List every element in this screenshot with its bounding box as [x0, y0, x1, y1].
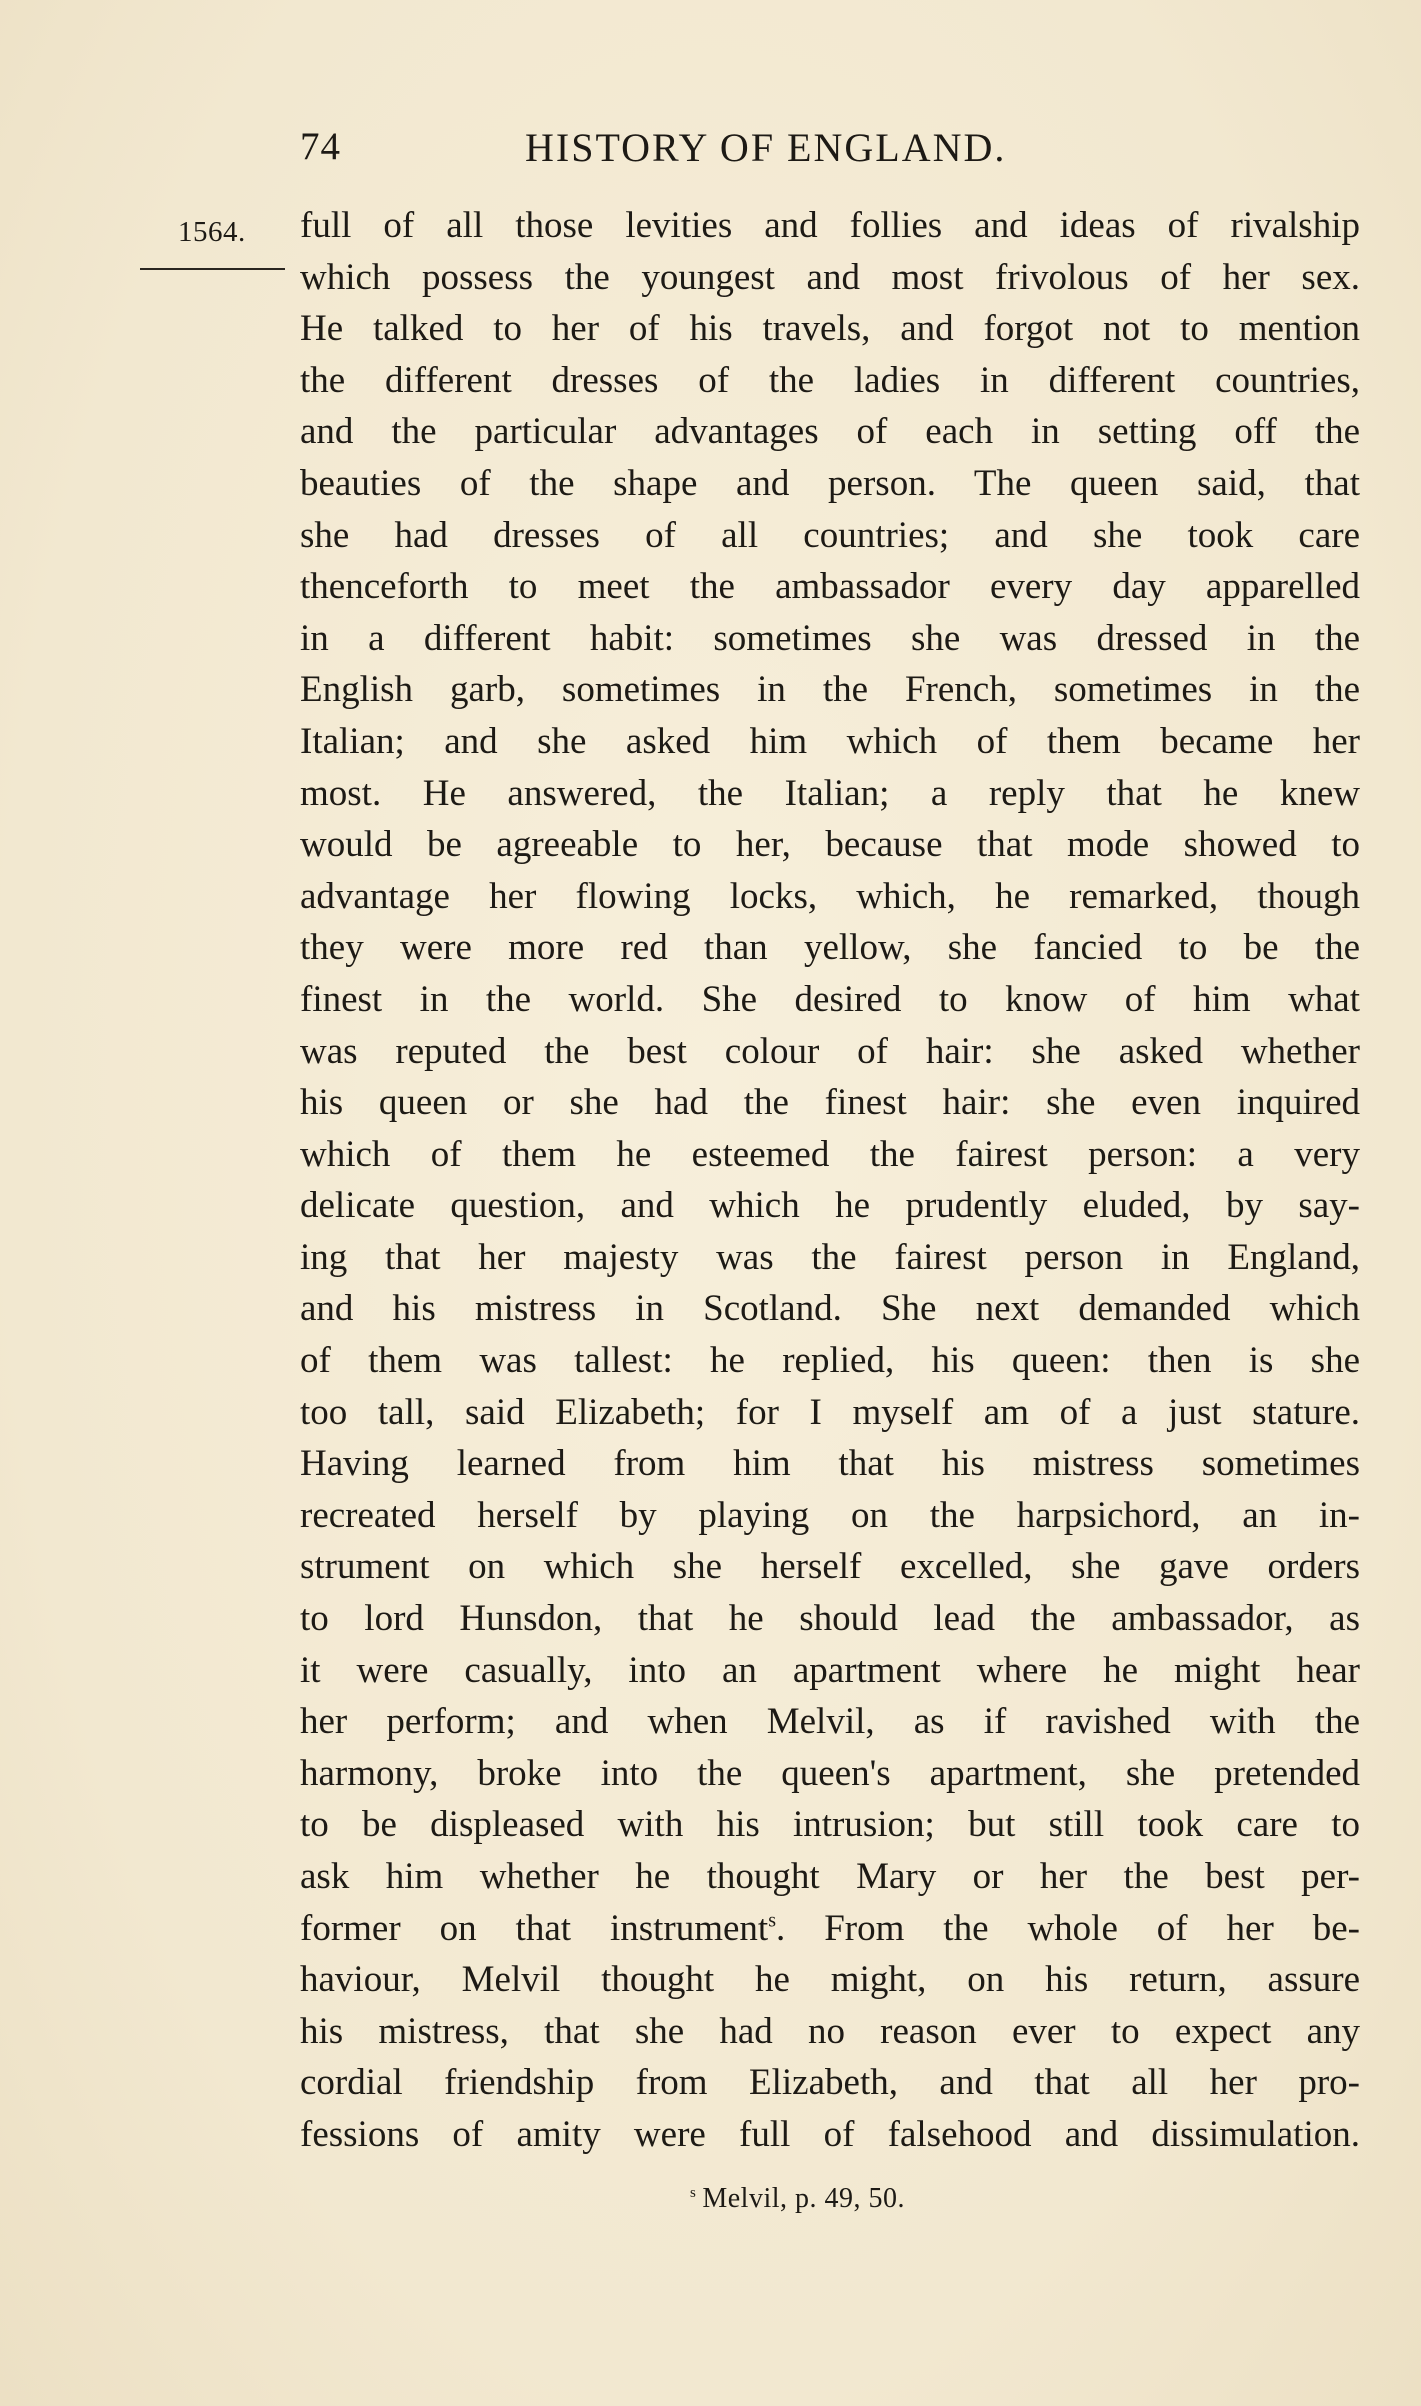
margin-year-note: 1564.	[178, 216, 246, 248]
footnote-reference: s	[768, 1909, 777, 1932]
text-line: delicate question, and which he prudently eluded, by say-	[300, 1185, 1360, 1227]
text-line: ask him whether he thought Mary or her the best per-	[300, 1856, 1360, 1897]
text-line: full of all those levities and follies and ideas of rivalship	[300, 205, 1360, 246]
text-line: cordial friendship from Elizabeth, and that all her pro-	[300, 2062, 1360, 2104]
page-number: 74	[300, 125, 341, 168]
text-line: Having learned from him that his mistress sometimes	[300, 1443, 1360, 1485]
text-line: she had dresses of all countries; and she took care	[300, 514, 1360, 556]
text-segment: . From the whole of her be-	[776, 1907, 1360, 1949]
text-line: fessions of amity were full of falsehood and dissimulation.	[300, 2113, 1360, 2155]
text-segment: former on that instrument	[300, 1907, 769, 1949]
text-line: her perform; and when Melvil, as if ravished with the	[300, 1701, 1360, 1743]
text-line: which possess the youngest and most frivolous of her sex.	[300, 256, 1360, 298]
text-line: Italian; and she asked him which of them became her	[300, 720, 1360, 762]
text-line: finest in the world. She desired to know of him what	[300, 978, 1360, 1020]
text-line: and the particular advantages of each in setting off the	[300, 411, 1360, 453]
text-line: of them was tallest: he replied, his queen: then is she	[300, 1340, 1360, 1382]
text-line: his queen or she had the finest hair: she even inquired	[300, 1082, 1360, 1124]
text-line: ing that her majesty was the fairest person in England,	[300, 1236, 1360, 1278]
margin-rule	[140, 268, 285, 270]
text-line: to lord Hunsdon, that he should lead the ambassador, as	[300, 1598, 1360, 1640]
text-line: haviour, Melvil thought he might, on his return, assure	[300, 1959, 1360, 2001]
text-line: too tall, said Elizabeth; for I myself am of a just stature.	[300, 1391, 1360, 1433]
running-head	[300, 124, 1360, 184]
text-line: in a different habit: sometimes she was dressed in the	[300, 617, 1360, 659]
text-line: to be displeased with his intrusion; but still took care to	[300, 1804, 1360, 1846]
text-line: the different dresses of the ladies in different countries,	[300, 359, 1360, 401]
text-line: recreated herself by playing on the harpsichord, an in-	[300, 1494, 1360, 1536]
text-line: which of them he esteemed the fairest person: a very	[300, 1133, 1360, 1175]
text-line: harmony, broke into the queen's apartment, she pretended	[300, 1752, 1360, 1794]
text-line: advantage her flowing locks, which, he remarked, though	[300, 875, 1360, 917]
text-line: strument on which she herself excelled, she gave orders	[300, 1546, 1360, 1588]
footnote-marker: s	[690, 2184, 697, 2201]
footnote-text: Melvil, p. 49, 50.	[702, 2183, 906, 2214]
text-line: He talked to her of his travels, and forgot not to mention	[300, 308, 1360, 350]
text-line: and his mistress in Scotland. She next demanded which	[300, 1288, 1360, 1330]
text-line: his mistress, that she had no reason ever to expect any	[300, 2010, 1360, 2052]
text-line: most. He answered, the Italian; a reply that he knew	[300, 772, 1360, 814]
text-line: was reputed the best colour of hair: she asked whether	[300, 1030, 1360, 1072]
text-line: would be agreeable to her, because that mode showed to	[300, 824, 1360, 866]
text-line: it were casually, into an apartment where he might hear	[300, 1649, 1360, 1691]
text-line: beauties of the shape and person. The queen said, that	[300, 462, 1360, 504]
body-text	[300, 200, 1360, 2161]
text-line: they were more red than yellow, she fancied to be the	[300, 927, 1360, 969]
text-line: English garb, sometimes in the French, sometimes in the	[300, 669, 1360, 711]
running-title: HISTORY OF ENGLAND.	[525, 125, 1007, 170]
footnote	[690, 2183, 905, 2215]
text-line: thenceforth to meet the ambassador every day apparelled	[300, 566, 1360, 608]
text-line-with-footnote-ref	[300, 1903, 1360, 1955]
